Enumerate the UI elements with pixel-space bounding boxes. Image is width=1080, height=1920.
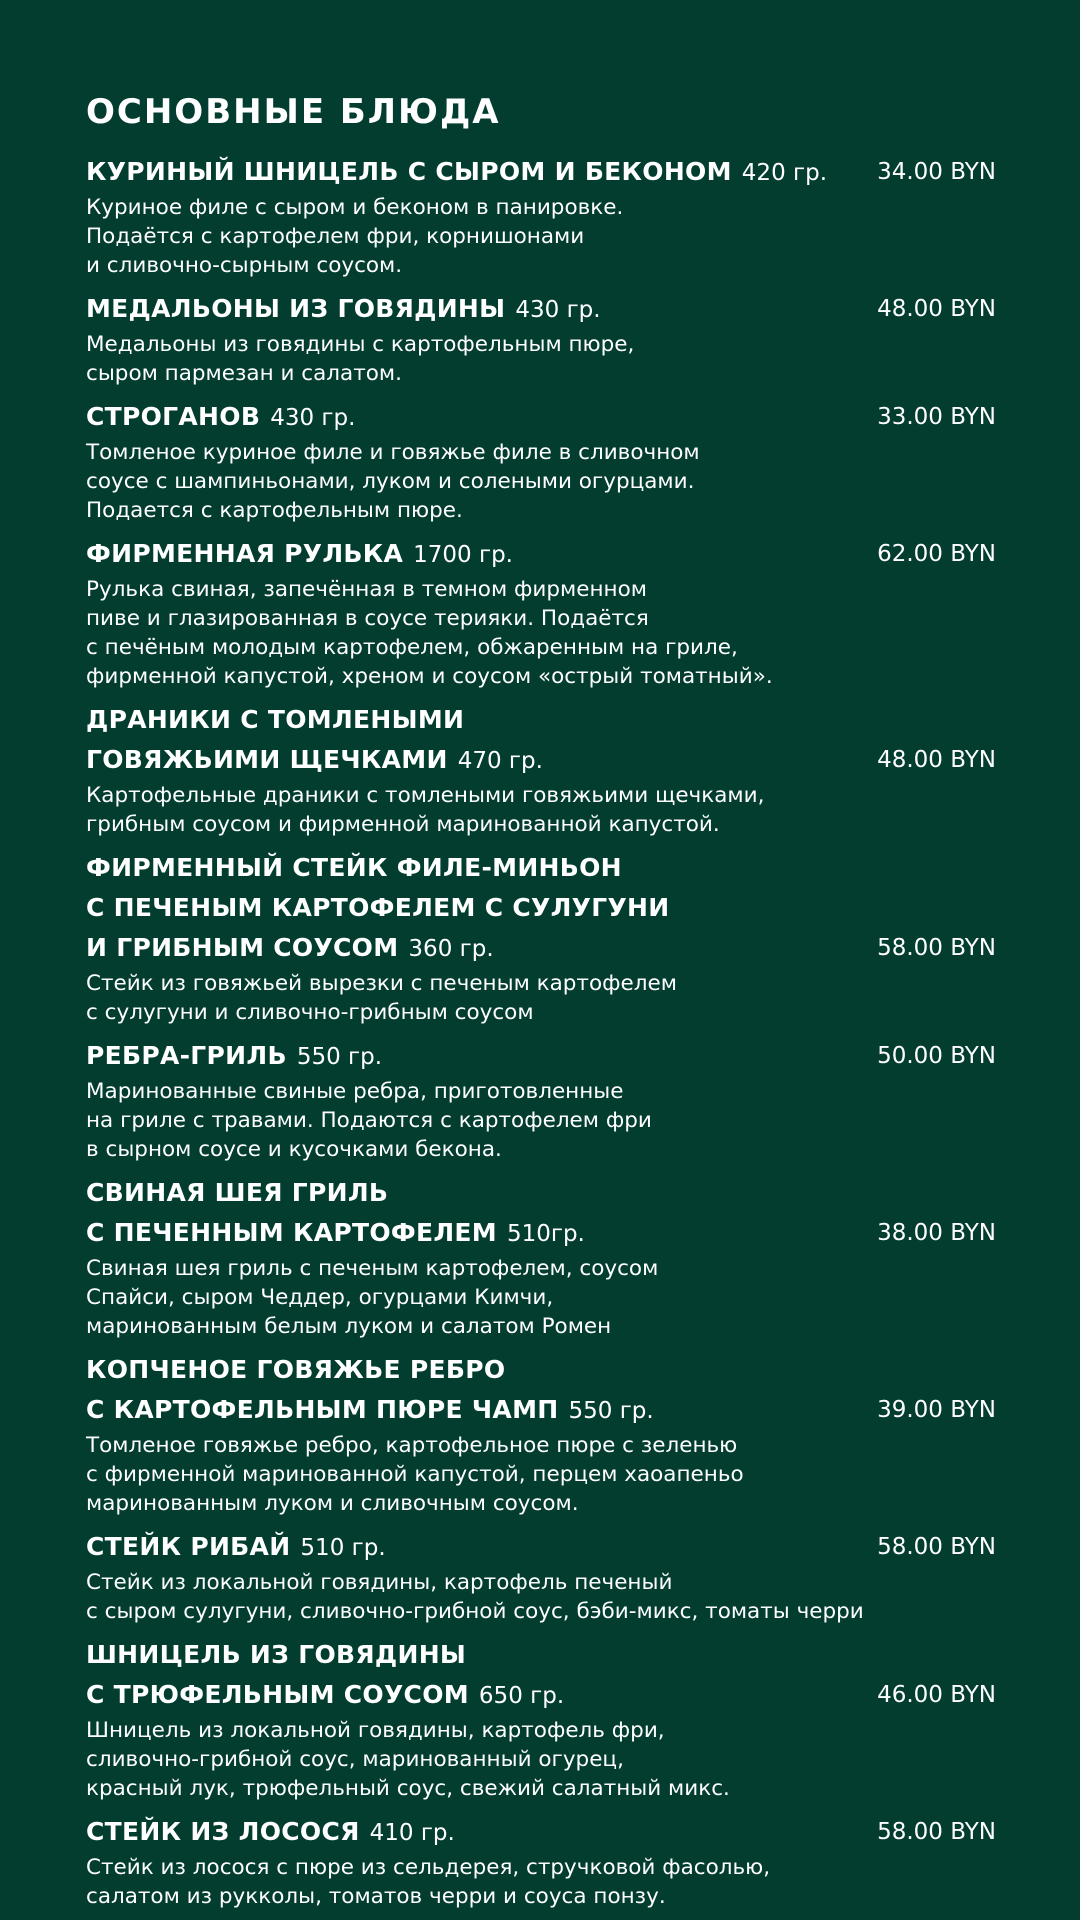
menu-item [86, 848, 1080, 1027]
dish-weight: 510гр. [506, 1221, 585, 1247]
dish-weight: 420 гр. [741, 160, 828, 186]
dish-name: ШНИЦЕЛЬ ИЗ ГОВЯДИНЫ [86, 1640, 467, 1669]
dish-name-line [86, 397, 996, 438]
dish-price: 34.00 BYN [877, 159, 996, 185]
dish-price: 48.00 BYN [877, 296, 996, 322]
dish-name: С КАРТОФЕЛЬНЫМ ПЮРЕ ЧАМП [86, 1395, 559, 1424]
description-line: Стейк из говяжьей вырезки с печеным картофелем [86, 971, 677, 996]
dish-name: КУРИНЫЙ ШНИЦЕЛЬ С СЫРОМ И БЕКОНОМ [86, 157, 732, 186]
description-line: Шницель из локальной говядины, картофель фри, [86, 1718, 665, 1743]
description-line: Маринованные свиные ребра, приготовленные [86, 1079, 624, 1104]
dish-description [86, 330, 1006, 388]
dish-name-line [86, 1350, 996, 1390]
dish-name-line [86, 1675, 996, 1716]
description-line: Куриное филе с сыром и беконом в панировке. [86, 195, 624, 220]
menu-item [86, 289, 1080, 388]
dish-price: 58.00 BYN [877, 935, 996, 961]
dish-name: С ТРЮФЕЛЬНЫМ СОУСОМ [86, 1680, 469, 1709]
description-line: фирменной капустой, хреном и соусом «острый томатный». [86, 664, 773, 689]
dish-weight: 550 гр. [568, 1398, 654, 1424]
dish-description [86, 1853, 1006, 1911]
dish-name-line [86, 152, 996, 193]
menu-item [86, 700, 1080, 839]
dish-price: 62.00 BYN [877, 541, 996, 567]
dish-price: 48.00 BYN [877, 747, 996, 773]
dish-price: 58.00 BYN [877, 1534, 996, 1560]
dish-name: ДРАНИКИ С ТОМЛЕНЫМИ [86, 705, 465, 734]
description-line: на гриле с травами. Подаются с картофелем фри [86, 1108, 652, 1133]
menu-item [86, 1173, 1080, 1341]
dish-description [86, 1077, 1006, 1164]
dish-name: ГОВЯЖЬИМИ ЩЕЧКАМИ [86, 745, 448, 774]
dish-name-line [86, 1213, 996, 1254]
dish-name-line [86, 700, 996, 740]
dish-description [86, 193, 1006, 280]
description-line: грибным соусом и фирменной маринованной капустой. [86, 812, 720, 837]
dish-description [86, 1254, 1006, 1341]
description-line: Медальоны из говядины с картофельным пюре, [86, 332, 635, 357]
description-line: сливочно-грибной соус, маринованный огурец, [86, 1747, 624, 1772]
dish-description [86, 575, 1006, 691]
dish-weight: 1700 гр. [413, 542, 513, 568]
dish-name: СВИНАЯ ШЕЯ ГРИЛЬ [86, 1178, 389, 1207]
description-line: с фирменной маринованной капустой, перцем хаоапеньо [86, 1462, 744, 1487]
description-line: Томленое говяжье ребро, картофельное пюре с зеленью [86, 1433, 738, 1458]
description-line: с сулугуни и сливочно-грибным соусом [86, 1000, 534, 1025]
dish-list [86, 152, 1080, 1911]
dish-description [86, 1568, 1006, 1626]
description-line: пиве и глазированная в соусе терияки. Подаётся [86, 606, 649, 631]
dish-price: 39.00 BYN [877, 1397, 996, 1423]
dish-weight: 510 гр. [300, 1535, 386, 1561]
menu-item [86, 152, 1080, 280]
dish-name: СТРОГАНОВ [86, 402, 261, 431]
menu-item [86, 534, 1080, 691]
dish-name: С ПЕЧЕНЫМ КАРТОФЕЛЕМ С СУЛУГУНИ [86, 893, 670, 922]
dish-name-line [86, 740, 996, 781]
description-line: Стейк из лосося с пюре из сельдерея, стручковой фасолью, [86, 1855, 771, 1880]
menu-item [86, 1036, 1080, 1164]
dish-price: 58.00 BYN [877, 1819, 996, 1845]
dish-name-line [86, 534, 996, 575]
menu-item [86, 1812, 1080, 1911]
dish-name: МЕДАЛЬОНЫ ИЗ ГОВЯДИНЫ [86, 294, 506, 323]
dish-price: 33.00 BYN [877, 404, 996, 430]
dish-name: ФИРМЕННАЯ РУЛЬКА [86, 539, 404, 568]
description-line: Подается с картофельным пюре. [86, 498, 463, 523]
description-line: сыром пармезан и салатом. [86, 361, 402, 386]
menu-item [86, 1350, 1080, 1518]
description-line: Спайси, сыром Чеддер, огурцами Кимчи, [86, 1285, 554, 1310]
dish-weight: 410 гр. [369, 1820, 455, 1846]
dish-name-line [86, 848, 996, 888]
dish-weight: 430 гр. [515, 297, 601, 323]
description-line: с печёным молодым картофелем, обжаренным на гриле, [86, 635, 738, 660]
dish-name-line [86, 888, 996, 928]
dish-name-line [86, 1635, 996, 1675]
menu-item [86, 1635, 1080, 1803]
section-title: ОСНОВНЫЕ БЛЮДА [86, 92, 501, 132]
dish-price: 46.00 BYN [877, 1682, 996, 1708]
dish-name-line [86, 1527, 996, 1568]
dish-name: ФИРМЕННЫЙ СТЕЙК ФИЛЕ-МИНЬОН [86, 853, 622, 882]
description-line: Подаётся с картофелем фри, корнишонами [86, 224, 585, 249]
description-line: салатом из рукколы, томатов черри и соуса понзу. [86, 1884, 666, 1909]
dish-price: 38.00 BYN [877, 1220, 996, 1246]
dish-name: С ПЕЧЕННЫМ КАРТОФЕЛЕМ [86, 1218, 497, 1247]
dish-price: 50.00 BYN [877, 1043, 996, 1069]
dish-description [86, 781, 1006, 839]
description-line: Рулька свиная, запечённая в темном фирменном [86, 577, 647, 602]
menu-item [86, 1527, 1080, 1626]
description-line: Томленое куриное филе и говяжье филе в сливочном [86, 440, 700, 465]
dish-name: И ГРИБНЫМ СОУСОМ [86, 933, 399, 962]
dish-name-line [86, 289, 996, 330]
dish-name-line [86, 1173, 996, 1213]
dish-weight: 430 гр. [270, 405, 356, 431]
dish-name: КОПЧЕНОЕ ГОВЯЖЬЕ РЕБРО [86, 1355, 506, 1384]
description-line: маринованным белым луком и салатом Ромен [86, 1314, 612, 1339]
description-line: красный лук, трюфельный соус, свежий салатный микс. [86, 1776, 730, 1801]
dish-name: СТЕЙК ИЗ ЛОСОСЯ [86, 1817, 360, 1846]
dish-weight: 550 гр. [296, 1044, 383, 1070]
dish-weight: 470 гр. [457, 748, 543, 774]
dish-name: СТЕЙК РИБАЙ [86, 1532, 291, 1561]
dish-description [86, 1431, 1006, 1518]
dish-weight: 360 гр. [408, 936, 494, 962]
dish-name-line [86, 928, 996, 969]
description-line: с сыром сулугуни, сливочно-грибной соус, бэби-микс, томаты черри [86, 1599, 864, 1624]
dish-description [86, 1716, 1006, 1803]
description-line: соусе с шампиньонами, луком и солеными огурцами. [86, 469, 695, 494]
description-line: в сырном соусе и кусочками бекона. [86, 1137, 502, 1162]
description-line: и сливочно-сырным соусом. [86, 253, 403, 278]
dish-weight: 650 гр. [478, 1683, 565, 1709]
description-line: маринованным луком и сливочным соусом. [86, 1491, 579, 1516]
dish-name: РЕБРА-ГРИЛЬ [86, 1041, 287, 1070]
menu-item [86, 397, 1080, 525]
description-line: Свиная шея гриль с печеным картофелем, соусом [86, 1256, 659, 1281]
dish-name-line [86, 1390, 996, 1431]
description-line: Стейк из локальной говядины, картофель печеный [86, 1570, 673, 1595]
dish-description [86, 969, 1006, 1027]
dish-name-line [86, 1036, 996, 1077]
dish-name-line [86, 1812, 996, 1853]
dish-description [86, 438, 1006, 525]
description-line: Картофельные драники с томлеными говяжьими щечками, [86, 783, 765, 808]
